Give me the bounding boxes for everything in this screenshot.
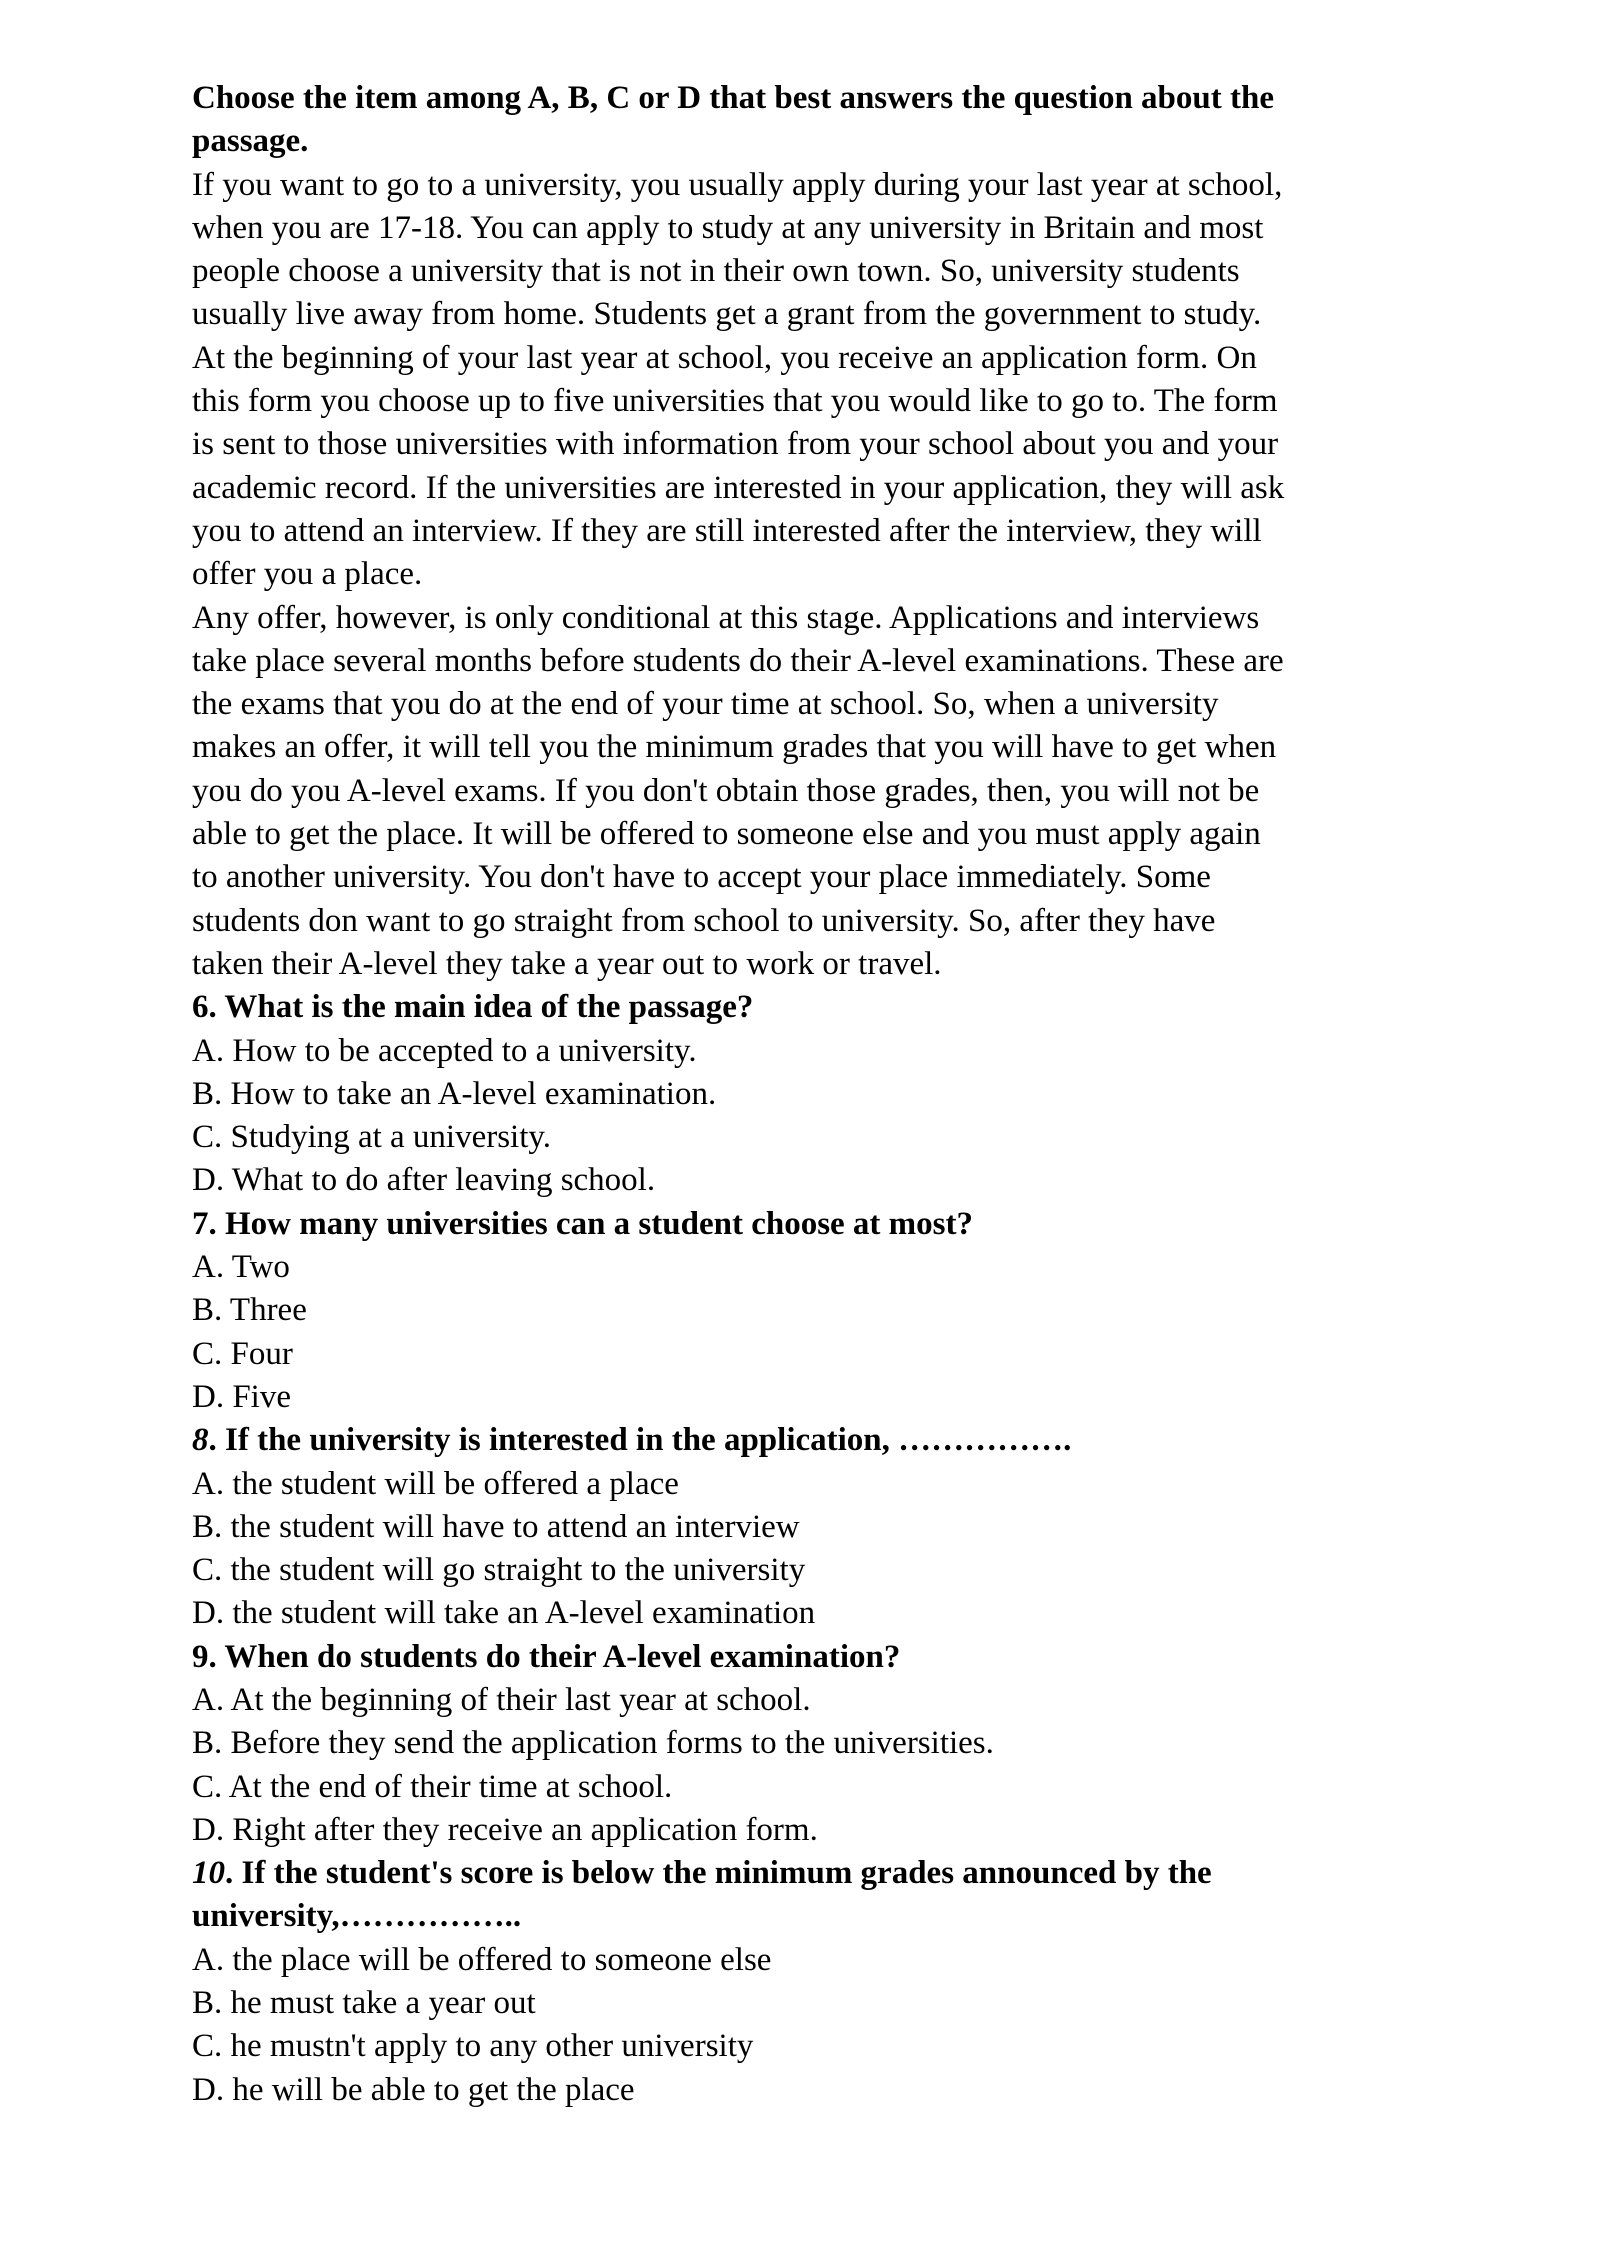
passage-line: people choose a university that is not in their own town. So, university students bbox=[192, 253, 1240, 290]
answer-option-b[interactable]: B. Three bbox=[192, 1292, 307, 1329]
answer-option-a[interactable]: A. Two bbox=[192, 1249, 290, 1286]
reading-passage bbox=[192, 164, 1472, 987]
question-number-dot: . bbox=[208, 989, 225, 1026]
question-9-stem bbox=[192, 1636, 1472, 1679]
passage-line: this form you choose up to five universities that you would like to go to. The form bbox=[192, 383, 1278, 420]
instruction-line-2: passage. bbox=[192, 123, 309, 160]
question-number: 8 bbox=[192, 1422, 209, 1459]
question-number-dot: . bbox=[208, 1638, 225, 1675]
answer-option-a[interactable]: A. At the beginning of their last year at school. bbox=[192, 1681, 811, 1718]
question-text-continued: university,…………….. bbox=[192, 1898, 522, 1935]
passage-line: offer you a place. bbox=[192, 556, 423, 593]
answer-option-b[interactable]: B. Before they send the application forms to the universities. bbox=[192, 1725, 994, 1762]
answer-option-d[interactable]: D. the student will take an A-level examination bbox=[192, 1595, 816, 1632]
question-10 bbox=[192, 1852, 1472, 2112]
question-7 bbox=[192, 1203, 1472, 1419]
question-text: What is the main idea of the passage? bbox=[224, 989, 754, 1026]
passage-line: able to get the place. It will be offered to someone else and you must apply again bbox=[192, 816, 1261, 853]
answer-option-c[interactable]: C. Studying at a university. bbox=[192, 1119, 552, 1156]
question-number-dot: . bbox=[208, 1422, 225, 1459]
answer-option-a[interactable]: A. How to be accepted to a university. bbox=[192, 1032, 697, 1069]
instruction-heading-line-2 bbox=[192, 120, 1472, 163]
question-text: When do students do their A-level examination? bbox=[224, 1638, 901, 1675]
passage-line: take place several months before students do their A-level examinations. These are bbox=[192, 642, 1284, 679]
answer-option-c[interactable]: C. he mustn't apply to any other university bbox=[192, 2028, 754, 2065]
passage-line: you to attend an interview. If they are still interested after the interview, they will bbox=[192, 512, 1262, 549]
answer-option-b[interactable]: B. How to take an A-level examination. bbox=[192, 1075, 717, 1112]
question-number-dot: . bbox=[208, 1205, 225, 1242]
question-text: How many universities can a student choose at most? bbox=[225, 1205, 973, 1242]
question-6 bbox=[192, 986, 1472, 1202]
answer-option-d[interactable]: D. Right after they receive an application form. bbox=[192, 1811, 818, 1848]
answer-option-d[interactable]: D. Five bbox=[192, 1378, 291, 1415]
question-7-stem bbox=[192, 1203, 1472, 1246]
question-8-stem bbox=[192, 1419, 1472, 1462]
passage-line: when you are 17-18. You can apply to study at any university in Britain and most bbox=[192, 209, 1264, 246]
exam-page bbox=[192, 77, 1472, 2112]
passage-line: is sent to those universities with information from your school about you and your bbox=[192, 426, 1279, 463]
passage-line: academic record. If the universities are interested in your application, they will ask bbox=[192, 469, 1285, 506]
question-6-stem bbox=[192, 986, 1472, 1029]
passage-line: usually live away from home. Students get a grant from the government to study. bbox=[192, 296, 1262, 333]
answer-option-c[interactable]: C. the student will go straight to the university bbox=[192, 1552, 806, 1589]
passage-line: Any offer, however, is only conditional at this stage. Applications and interviews bbox=[192, 599, 1260, 636]
question-number-dot: . bbox=[225, 1855, 242, 1892]
question-10-stem bbox=[192, 1852, 1472, 1895]
question-9 bbox=[192, 1636, 1472, 1852]
question-number: 10 bbox=[192, 1855, 225, 1892]
passage-line: If you want to go to a university, you usually apply during your last year at school, bbox=[192, 166, 1283, 203]
answer-option-b[interactable]: B. he must take a year out bbox=[192, 1985, 536, 2022]
instruction-line-1: Choose the item among A, B, C or D that best answers the question about the bbox=[192, 80, 1274, 116]
passage-line: to another university. You don't have to accept your place immediately. Some bbox=[192, 859, 1211, 896]
answer-option-d[interactable]: D. he will be able to get the place bbox=[192, 2071, 635, 2108]
question-number: 7 bbox=[192, 1205, 209, 1242]
passage-line: the exams that you do at the end of your time at school. So, when a university bbox=[192, 686, 1219, 723]
answer-option-d[interactable]: D. What to do after leaving school. bbox=[192, 1162, 656, 1199]
question-text: If the university is interested in the application, ……………. bbox=[225, 1422, 1072, 1459]
question-10-stem-line-2 bbox=[192, 1895, 1472, 1938]
question-text: If the student's score is below the minimum grades announced by the bbox=[241, 1855, 1212, 1892]
answer-option-c[interactable]: C. Four bbox=[192, 1335, 293, 1372]
answer-option-a[interactable]: A. the place will be offered to someone else bbox=[192, 1941, 772, 1978]
answer-option-a[interactable]: A. the student will be offered a place bbox=[192, 1465, 679, 1502]
question-number: 6 bbox=[192, 989, 209, 1026]
question-8 bbox=[192, 1419, 1472, 1635]
passage-line: At the beginning of your last year at school, you receive an application form. On bbox=[192, 339, 1257, 376]
question-number: 9 bbox=[192, 1638, 209, 1675]
passage-line: you do you A-level exams. If you don't obtain those grades, then, you will not be bbox=[192, 772, 1260, 809]
passage-line: taken their A-level they take a year out to work or travel. bbox=[192, 945, 942, 982]
passage-line: makes an offer, it will tell you the minimum grades that you will have to get when bbox=[192, 729, 1277, 766]
answer-option-b[interactable]: B. the student will have to attend an interview bbox=[192, 1508, 800, 1545]
instruction-heading bbox=[192, 77, 1472, 120]
passage-line: students don want to go straight from school to university. So, after they have bbox=[192, 902, 1216, 939]
answer-option-c[interactable]: C. At the end of their time at school. bbox=[192, 1768, 673, 1805]
